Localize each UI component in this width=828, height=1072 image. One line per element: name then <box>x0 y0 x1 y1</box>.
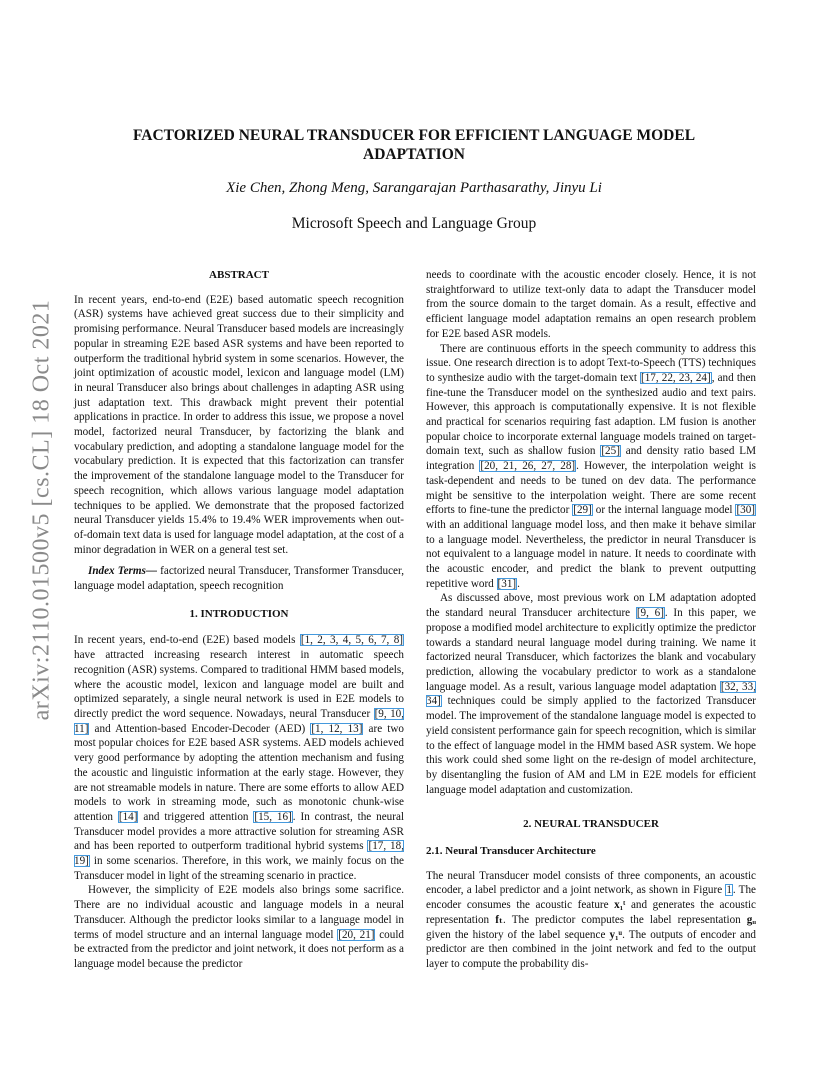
index-terms-label: Index Terms— <box>88 565 157 578</box>
abstract-heading: ABSTRACT <box>209 269 269 281</box>
citation-link[interactable]: [15, 16] <box>254 810 292 823</box>
intro-paragraph-5: As discussed above, most previous work on LM adaptation adopted the standard neural Transducer architecture [9, 6]. In this paper, we propose a modified model architecture to explicitly optimize the predictor towards a standard neural language model during training. We name it factorized neural Transducer, which factorizes the blank and vocabulary prediction, allowing the vocabulary predictor to work as a standalone language model. As a result, various language model adaptation [32, 33, 34] techniques could be simply applied to the factorized Transducer model. The improvement of the standalone language model is expected to yield consistent performance gain for speech recognition, which is similar to the effect of language model in the HMM based ASR system. We hope this work could shed some light on the re-design of model architecture, by disentangling the fusion of AM and LM in E2E models for efficient language model adaptation and customization. <box>426 592 756 796</box>
citation-link[interactable]: [29] <box>573 504 592 517</box>
figure-link[interactable]: 1 <box>726 884 732 897</box>
right-column <box>426 268 756 972</box>
section-2-paragraph-1: The neural Transducer model consists of three components, an acoustic encoder, a label predictor and a joint network, as shown in Figure 1. The encoder consumes the acoustic feature x₁ᵗ and generates the acoustic representation fₜ. The predictor computes the label representation gᵤ given the history of the label sequence y₁ᵘ. The outputs of encoder and predictor are then combined in the joint network and fed to the output layer to compute the probability dis- <box>426 869 756 970</box>
authors: Xie Chen, Zhong Meng, Sarangarajan Parthasarathy, Jinyu Li <box>226 180 602 196</box>
intro-paragraph-1: In recent years, end-to-end (E2E) based models [1, 2, 3, 4, 5, 6, 7, 8] have attracted increasing research interest in automatic speech recognition (ASR) systems. Compared to traditional HMM based models, where the acoustic model, lexicon and language model are built and optimized separately, a single neural network is used in E2E models to directly predict the word sequence. Nowadays, neural Transducer [9, 10, 11] and Attention-based Encoder-Decoder (AED) [1, 12, 13] are two most popular choices for E2E based ASR systems. AED models achieved very good performance by adopting the attention mechanism and fusing the acoustic and linguistic information at the early stage. However, they are not streamable models in nature. There are some efforts to allow AED models to work in streaming mode, such as monotonic chunk-wise attention [14] and triggered attention [15, 16]. In contrast, the neural Transducer model provides a more attractive solution for streaming ASR and has been reported to outperform traditional hybrid systems [17, 18, 19] in some scenarios. Therefore, in this work, we mainly focus on the Transducer model in light of the streaming scenario in practice. <box>74 634 405 882</box>
citation-link[interactable]: [25] <box>601 445 620 458</box>
citation-link[interactable]: [1, 12, 13] <box>311 722 363 735</box>
citation-link[interactable]: [1, 2, 3, 4, 5, 6, 7, 8] <box>300 634 403 647</box>
arxiv-sidebar <box>22 290 62 730</box>
math-x: x₁ᵗ <box>614 899 626 912</box>
citation-link[interactable]: [20, 21] <box>338 928 375 941</box>
math-f: fₜ <box>495 913 504 926</box>
citation-link[interactable]: [17, 22, 23, 24] <box>641 371 711 384</box>
citation-link[interactable]: [14] <box>118 810 138 823</box>
citation-link[interactable]: [32, 33, 34] <box>426 680 756 708</box>
index-terms <box>74 564 404 593</box>
left-column <box>74 268 404 972</box>
index-terms-text: factorized neural Transducer, Transformer Transducer, language model adaptation, speech recognition <box>74 565 405 593</box>
citation-link[interactable]: [20, 21, 26, 27, 28] <box>480 460 576 473</box>
arxiv-identifier: arXiv:2110.01500v5 [cs.CL] 18 Oct 2021 <box>28 299 55 721</box>
citation-link[interactable]: [9, 10, 11] <box>74 707 405 735</box>
title-line-2: ADAPTATION <box>363 146 465 163</box>
intro-paragraph-3: needs to coordinate with the acoustic encoder closely. Hence, it is not straightforward to utilize text-only data to adapt the Transducer model from the source domain to the target domain. As a result, effective and efficient language model adaptation remains an open research problem for E2E based ASR models. <box>426 269 756 340</box>
intro-paragraph-2: However, the simplicity of E2E models also brings some sacrifice. There are no individual acoustic and language models in a neural Transducer. Although the predictor looks similar to a language model in terms of model structure and an internal language model [20, 21] could be extracted from the predictor and joint network, it does not perform as a language model because the predictor <box>74 884 404 970</box>
section-1-heading: 1. INTRODUCTION <box>189 607 289 620</box>
title-line-1: FACTORIZED NEURAL TRANSDUCER FOR EFFICIENT LANGUAGE MODEL <box>132 127 696 144</box>
subsection-2-1-heading: 2.1. Neural Transducer Architecture <box>426 845 596 858</box>
math-y: y₁ᵘ <box>609 928 623 941</box>
abstract-body: In recent years, end-to-end (E2E) based automatic speech recognition (ASR) systems have achieved great success due to their simplicity and promising performance. Neural Transducer based models are increasingly popular in streaming E2E based ASR systems and have been reported to outperform the traditional hybrid system in some scenarios. However, the joint optimization of acoustic model, lexicon and language model (LM) in neural Transducer also brings about challenges in adapting ASR using just adaptation text. This drawback might prevent their potential applications in practice. In order to address this issue, we propose a novel model, factorized neural Transducer, by factorizing the blank and vocabulary prediction, and adopting a standalone language model for the vocabulary prediction. It is expected that this factorization can transfer the improvement of the standalone language model to the Transducer for speech recognition, which allows various language model adaptation techniques to be applied. We demonstrate that the proposed factorized neural Transducer yields 15.4% to 19.4% WER improvements when out-of-domain text data is used for language model adaptation, at the cost of a minor degradation in WER on a general test set. <box>74 293 404 556</box>
citation-link[interactable]: [31] <box>497 577 517 590</box>
section-2-heading: 2. NEURAL TRANSDUCER <box>523 818 659 831</box>
citation-link[interactable]: [17, 18, 19] <box>74 840 404 868</box>
intro-paragraph-4: There are continuous efforts in the speech community to address this issue. One research direction is to adopt Text-to-Speech (TTS) techniques to synthesize audio with the target-domain text [17, 22, 23, 24], and then fine-tune the Transducer model on the synthesized audio and text pairs. However, this approach is computationally expensive. It is not flexible and practical for scenarios requiring fast adaption. LM fusion is another popular choice to incorporate external language models trained on target-domain text, such as shallow fusion [25] and density ratio based LM integration [20, 21, 26, 27, 28]. However, the interpolation weight is task-dependent and needs to be tuned on dev data. The performance might be sensitive to the interpolation weight. There are some recent efforts to fine-tune the predictor [29] or the internal language model [30] with an additional language model loss, and then make it behave similar to a language model. Nevertheless, the predictor in neural Transducer is not equivalent to a language model in nature. It needs to coordinate with the acoustic encoder, and predict the blank to prevent outputting repetitive word [31]. <box>426 342 757 590</box>
citation-link[interactable]: [9, 6] <box>636 607 664 620</box>
affiliation: Microsoft Speech and Language Group <box>291 215 537 232</box>
math-g: gᵤ <box>746 913 756 926</box>
citation-link[interactable]: [30] <box>736 504 755 517</box>
paper-title <box>80 126 748 164</box>
